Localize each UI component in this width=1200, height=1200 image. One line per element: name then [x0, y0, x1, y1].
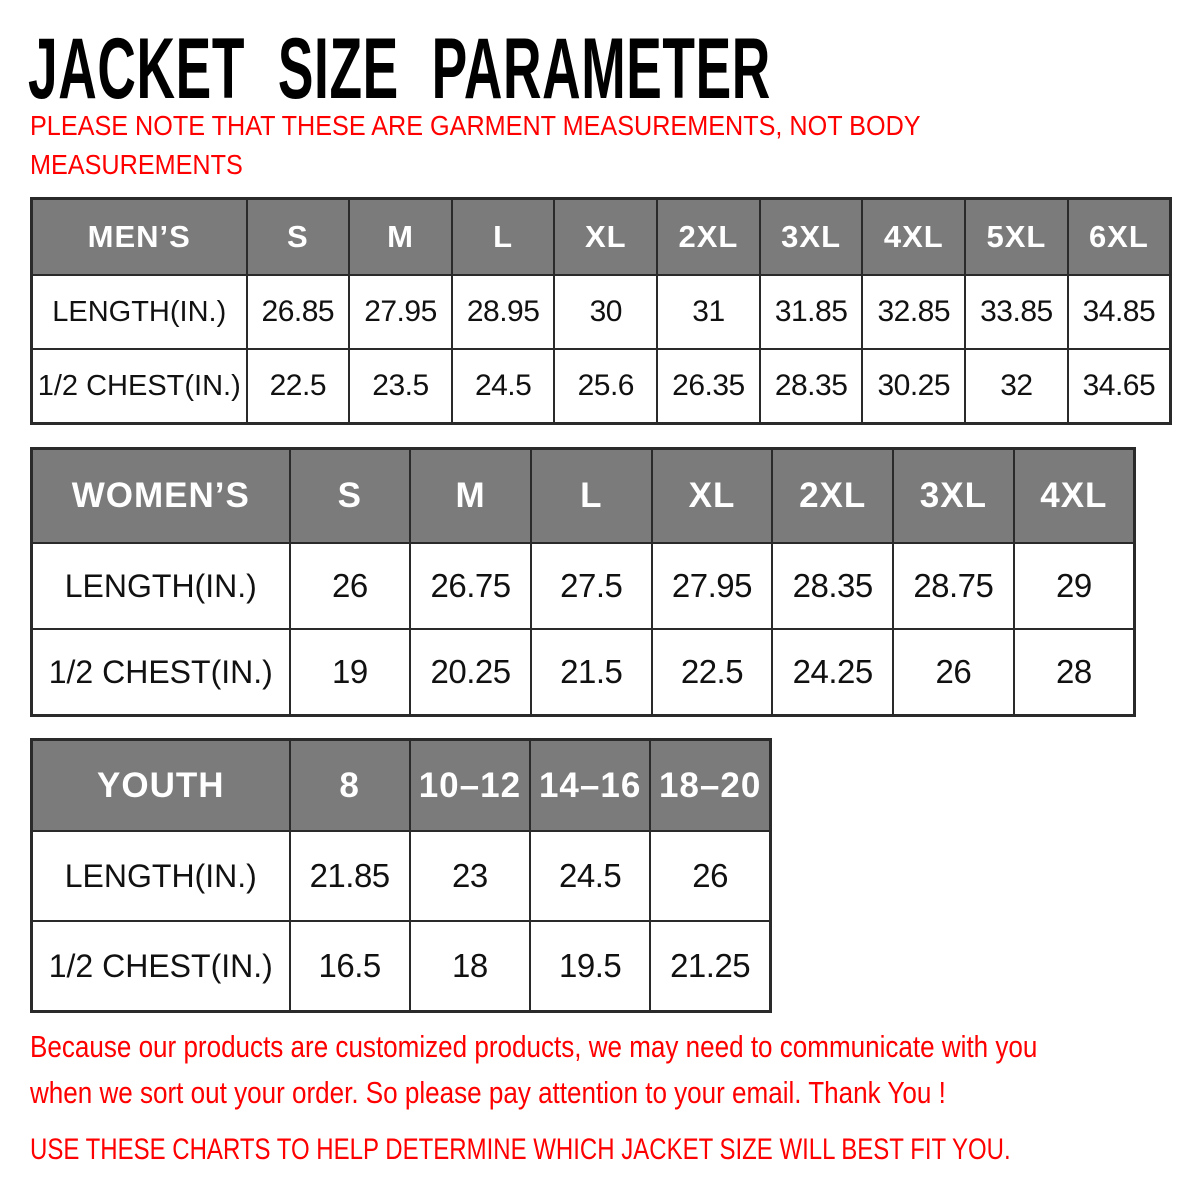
size-header-cell: M — [410, 449, 531, 544]
category-header-cell: WOMEN’S — [32, 449, 290, 544]
row-label-cell: LENGTH(IN.) — [32, 831, 290, 921]
size-header-cell: L — [452, 199, 555, 276]
size-header-cell: 3XL — [893, 449, 1014, 544]
size-value-cell: 26.85 — [247, 275, 350, 349]
notice-line-2: MEASUREMENTS — [30, 149, 243, 180]
customization-note-line-1: Because our products are customized products, we may need to communicate with you — [30, 1029, 1038, 1064]
mens-size-table — [30, 197, 1172, 425]
size-value-cell: 28 — [1014, 629, 1135, 716]
table-row — [32, 831, 771, 921]
row-label-cell: LENGTH(IN.) — [32, 543, 290, 629]
size-value-cell: 30.25 — [862, 349, 965, 424]
page-title: JACKET SIZE PARAMETER — [28, 21, 771, 117]
row-label-cell: LENGTH(IN.) — [32, 275, 247, 349]
size-value-cell: 27.5 — [531, 543, 652, 629]
row-label-cell: 1/2 CHEST(IN.) — [32, 349, 247, 424]
notice-line-1: PLEASE NOTE THAT THESE ARE GARMENT MEASUREMENTS, NOT BODY — [30, 110, 921, 141]
size-value-cell: 28.35 — [760, 349, 863, 424]
size-header-cell: 10–12 — [410, 740, 530, 832]
size-header-cell: M — [349, 199, 452, 276]
size-value-cell: 19.5 — [530, 921, 650, 1012]
size-value-cell: 16.5 — [290, 921, 410, 1012]
size-value-cell: 26 — [650, 831, 770, 921]
size-header-cell: 8 — [290, 740, 410, 832]
size-value-cell: 32.85 — [862, 275, 965, 349]
customization-note-line-2: when we sort out your order. So please pay attention to your email. Thank You ! — [30, 1075, 946, 1110]
table-row — [32, 349, 1171, 424]
size-header-cell: 18–20 — [650, 740, 770, 832]
size-value-cell: 21.25 — [650, 921, 770, 1012]
size-header-cell: 3XL — [760, 199, 863, 276]
size-value-cell: 22.5 — [652, 629, 773, 716]
size-value-cell: 18 — [410, 921, 530, 1012]
size-header-cell: S — [290, 449, 411, 544]
size-value-cell: 26 — [893, 629, 1014, 716]
size-value-cell: 25.6 — [554, 349, 657, 424]
size-value-cell: 30 — [554, 275, 657, 349]
size-value-cell: 27.95 — [349, 275, 452, 349]
size-value-cell: 31 — [657, 275, 760, 349]
size-value-cell: 27.95 — [652, 543, 773, 629]
size-value-cell: 21.5 — [531, 629, 652, 716]
size-header-cell: 2XL — [772, 449, 893, 544]
size-header-cell: XL — [554, 199, 657, 276]
size-value-cell: 29 — [1014, 543, 1135, 629]
size-header-cell: 2XL — [657, 199, 760, 276]
chart-usage-note: USE THESE CHARTS TO HELP DETERMINE WHICH JACKET SIZE WILL BEST FIT YOU. — [30, 1133, 1011, 1166]
size-value-cell: 20.25 — [410, 629, 531, 716]
size-value-cell: 24.5 — [530, 831, 650, 921]
size-value-cell: 23.5 — [349, 349, 452, 424]
customization-note — [30, 1024, 1037, 1116]
size-value-cell: 22.5 — [247, 349, 350, 424]
size-value-cell: 21.85 — [290, 831, 410, 921]
size-value-cell: 32 — [965, 349, 1068, 424]
size-value-cell: 28.75 — [893, 543, 1014, 629]
size-value-cell: 28.95 — [452, 275, 555, 349]
size-value-cell: 28.35 — [772, 543, 893, 629]
size-value-cell: 33.85 — [965, 275, 1068, 349]
size-header-cell: 4XL — [1014, 449, 1135, 544]
size-value-cell: 31.85 — [760, 275, 863, 349]
youth-size-table — [30, 738, 772, 1013]
category-header-cell: MEN’S — [32, 199, 247, 276]
size-header-cell: 14–16 — [530, 740, 650, 832]
size-value-cell: 34.85 — [1068, 275, 1171, 349]
size-value-cell: 24.25 — [772, 629, 893, 716]
size-value-cell: 26.35 — [657, 349, 760, 424]
table-row — [32, 543, 1135, 629]
garment-measurement-notice — [30, 106, 921, 184]
table-row — [32, 275, 1171, 349]
size-header-cell: XL — [652, 449, 773, 544]
table-row — [32, 921, 771, 1012]
womens-size-table — [30, 447, 1136, 717]
size-value-cell: 34.65 — [1068, 349, 1171, 424]
size-value-cell: 23 — [410, 831, 530, 921]
size-header-cell: S — [247, 199, 350, 276]
size-value-cell: 26.75 — [410, 543, 531, 629]
size-value-cell: 19 — [290, 629, 411, 716]
row-label-cell: 1/2 CHEST(IN.) — [32, 629, 290, 716]
row-label-cell: 1/2 CHEST(IN.) — [32, 921, 290, 1012]
size-header-cell: L — [531, 449, 652, 544]
category-header-cell: YOUTH — [32, 740, 290, 832]
table-row — [32, 629, 1135, 716]
size-header-cell: 6XL — [1068, 199, 1171, 276]
size-header-cell: 4XL — [862, 199, 965, 276]
size-header-cell: 5XL — [965, 199, 1068, 276]
size-value-cell: 24.5 — [452, 349, 555, 424]
size-value-cell: 26 — [290, 543, 411, 629]
